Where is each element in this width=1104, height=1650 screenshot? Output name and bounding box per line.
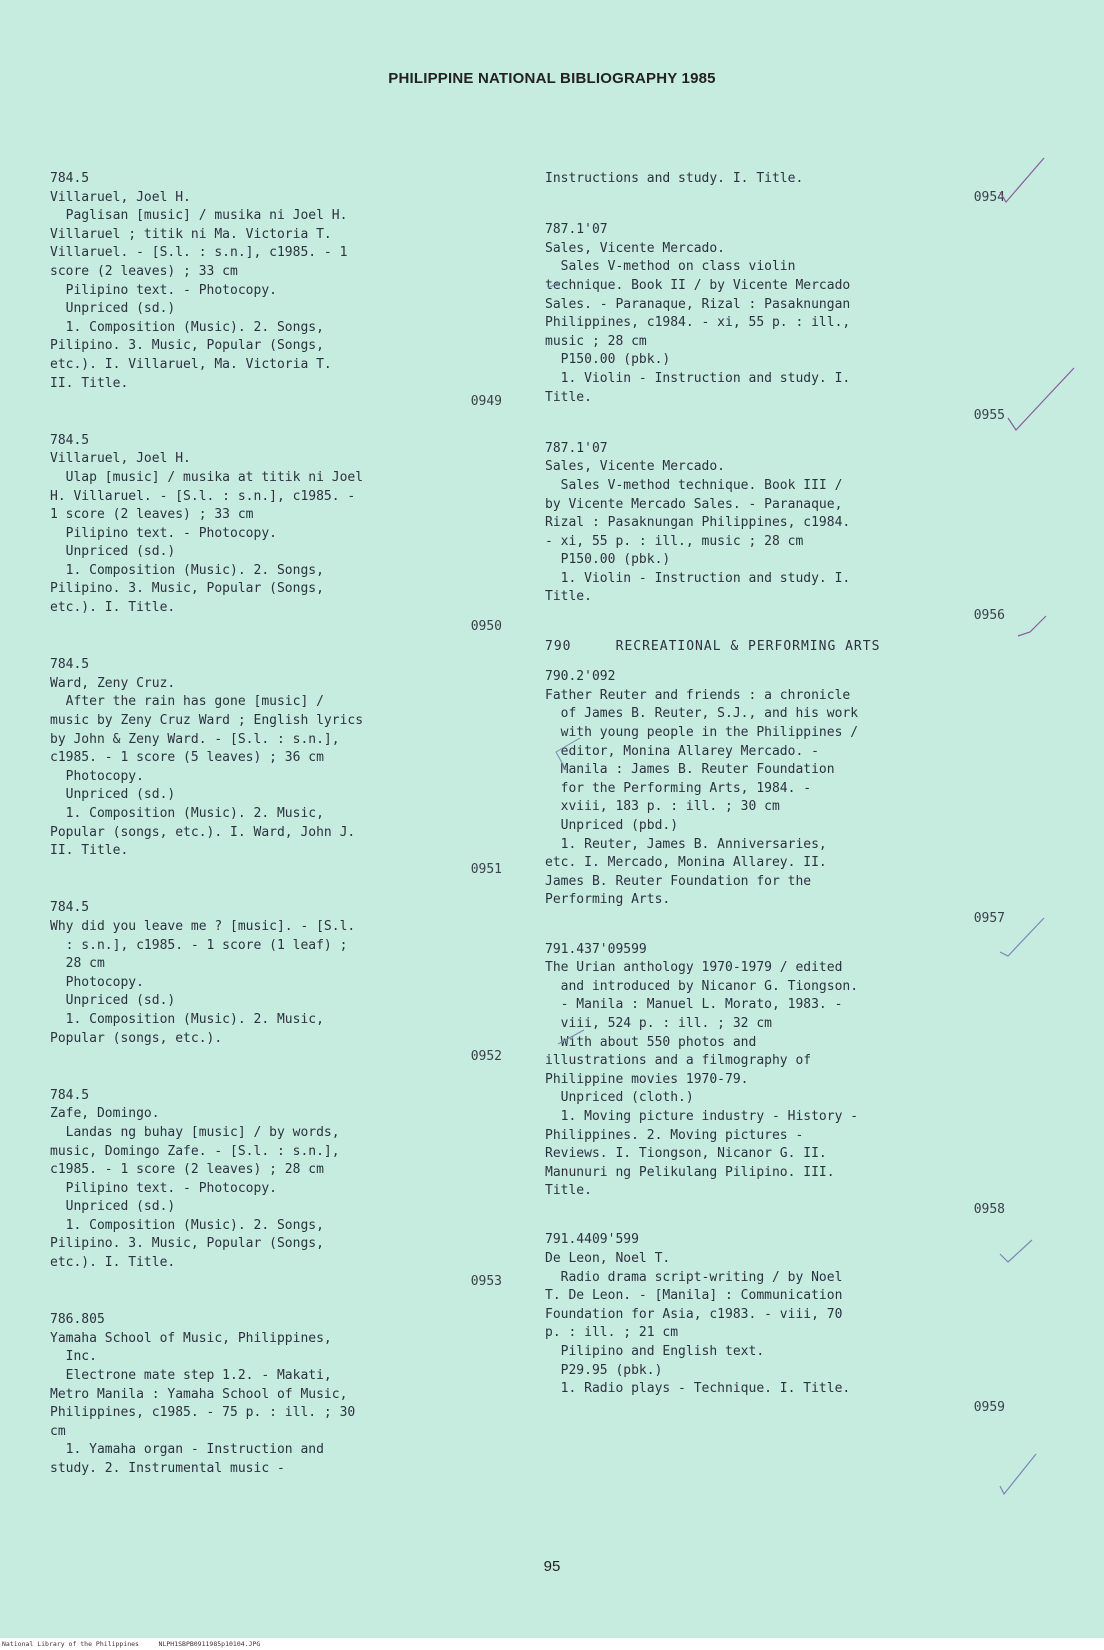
entry-line: study. 2. Instrumental music -	[50, 1461, 285, 1476]
entry-line: P150.00 (pbk.)	[545, 352, 671, 368]
class-number: 784.5	[50, 657, 90, 673]
entry-line: Manila : James B. Reuter Foundation	[545, 762, 835, 778]
entry-line: etc.). I. Villaruel, Ma. Victoria T.	[50, 356, 332, 372]
entry-line: Metro Manila : Yamaha School of Music,	[50, 1386, 348, 1402]
entry-line: Pilipino. 3. Music, Popular (Songs,	[50, 581, 324, 597]
entry-line: Radio drama script-writing / by Noel	[545, 1269, 843, 1285]
entry-line: 1. Composition (Music). 2. Songs,	[50, 562, 324, 578]
bib-entry-0958	[545, 941, 1005, 1220]
entry-line: P29.95 (pbk.)	[545, 1362, 663, 1378]
entry-line: Zafe, Domingo.	[50, 1106, 160, 1122]
entry-number: 0956	[973, 608, 1005, 624]
bib-entry-0957	[545, 668, 1005, 928]
entry-line: Father Reuter and friends : a chronicle	[545, 687, 851, 703]
entry-line: etc. I. Mercado, Monina Allarey. II.	[545, 855, 827, 871]
entry-number: 0954	[973, 189, 1005, 205]
entry-line: 1. Composition (Music). 2. Songs,	[50, 1217, 324, 1233]
class-number: 791.4409'599	[545, 1232, 639, 1248]
entry-line: viii, 524 p. : ill. ; 32 cm	[545, 1015, 772, 1031]
entry-number: 0950	[470, 618, 502, 634]
entry-line: Villaruel, Joel H.	[50, 189, 191, 205]
check-mark-0956	[1018, 616, 1046, 636]
entry-line: T. De Leon. - [Manila] : Communication	[545, 1288, 843, 1304]
entry-line: 1. Yamaha organ - Instruction and	[50, 1442, 324, 1458]
left-column	[50, 170, 502, 1479]
entry-line: Unpriced (sd.)	[50, 301, 176, 317]
entry-line: Philippines, c1985. - 75 p. : ill. ; 30	[50, 1405, 356, 1421]
class-number: 784.5	[50, 900, 90, 916]
entry-line: H. Villaruel. - [S.l. : s.n.], c1985. -	[50, 488, 356, 504]
entry-line: Sales. - Paranaque, Rizal : Pasaknungan	[545, 296, 851, 312]
entry-line: of James B. Reuter, S.J., and his work	[545, 706, 859, 722]
entry-line: music, Domingo Zafe. - [S.l. : s.n.],	[50, 1143, 340, 1159]
entry-number: 0955	[973, 408, 1005, 424]
entry-line: Pilipino text. - Photocopy.	[50, 525, 277, 541]
entry-line: for the Performing Arts, 1984. -	[545, 780, 812, 796]
entry-line: II. Title.	[50, 843, 129, 859]
bib-entry-0952	[50, 899, 502, 1066]
class-number: 784.5	[50, 1087, 90, 1103]
entry-line: c1985. - 1 score (2 leaves) ; 28 cm	[50, 1162, 324, 1178]
entry-line: Philippines, c1984. - xi, 55 p. : ill.,	[545, 315, 851, 331]
entry-line: Pilipino text. - Photocopy.	[50, 1180, 277, 1196]
bib-entry-0956	[545, 440, 1005, 626]
entry-line: With about 550 photos and	[545, 1034, 757, 1050]
entry-number: 0949	[470, 394, 502, 410]
entry-line: Foundation for Asia, c1983. - viii, 70	[545, 1306, 843, 1322]
entry-line: 1. Violin - Instruction and study. I.	[545, 370, 851, 386]
entry-line: by Vicente Mercado Sales. - Paranaque,	[545, 496, 843, 512]
bib-entry-0949	[50, 170, 502, 412]
entry-line: and introduced by Nicanor G. Tiongson.	[545, 978, 859, 994]
entry-line: Pilipino text. - Photocopy.	[50, 282, 277, 298]
entry-line: Unpriced (sd.)	[50, 544, 176, 560]
entry-line: Electrone mate step 1.2. - Makati,	[50, 1368, 332, 1384]
entry-number: 0951	[470, 861, 502, 877]
entry-line: James B. Reuter Foundation for the	[545, 873, 812, 889]
entry-line: Photocopy.	[50, 768, 144, 784]
entry-line: After the rain has gone [music] /	[50, 694, 324, 710]
entry-line: Instructions and study. I. Title.	[545, 171, 804, 186]
entry-line: Pilipino. 3. Music, Popular (Songs,	[50, 1236, 324, 1252]
entry-line: Villaruel. - [S.l. : s.n.], c1985. - 1	[50, 245, 348, 261]
entry-line: Title.	[545, 1183, 592, 1199]
entry-line: 1. Composition (Music). 2. Songs,	[50, 319, 324, 335]
entry-line: Paglisan [music] / musika ni Joel H.	[50, 208, 348, 224]
entry-line: Reviews. I. Tiongson, Nicanor G. II.	[545, 1146, 827, 1162]
entry-line: Landas ng buhay [music] / by words,	[50, 1124, 340, 1140]
entry-line: with young people in the Philippines /	[545, 725, 859, 741]
entry-line: - xi, 55 p. : ill., music ; 28 cm	[545, 533, 804, 549]
entry-line: Unpriced (sd.)	[50, 1199, 176, 1215]
entry-line: by John & Zeny Ward. - [S.l. : s.n.],	[50, 731, 340, 747]
entry-line: cm	[50, 1423, 66, 1439]
entry-number: 0952	[470, 1049, 502, 1065]
entry-line: Unpriced (sd.)	[50, 993, 176, 1009]
entry-line: Sales, Vicente Mercado.	[545, 240, 726, 256]
entry-line: Inc.	[50, 1349, 97, 1365]
entry-line: Sales V-method on class violin	[545, 259, 796, 275]
entry-line: Pilipino. 3. Music, Popular (Songs,	[50, 338, 324, 354]
entry-line: Sales V-method technique. Book III /	[545, 477, 843, 493]
class-number: 784.5	[50, 432, 90, 448]
entry-number: 0958	[973, 1201, 1005, 1217]
entry-line: illustrations and a filmography of	[545, 1053, 812, 1069]
entry-line: Sales, Vicente Mercado.	[545, 459, 726, 475]
entry-line: music by Zeny Cruz Ward ; English lyrics	[50, 713, 364, 729]
check-mark-0957	[1000, 918, 1044, 956]
bib-entry-0950	[50, 432, 502, 637]
entry-line: Rizal : Pasaknungan Philippines, c1984.	[545, 515, 851, 531]
entry-line: 1. Composition (Music). 2. Music,	[50, 806, 324, 821]
bib-entry-0953	[50, 1087, 502, 1292]
entry-line: 1. Reuter, James B. Anniversaries,	[545, 836, 827, 852]
class-number: 790.2'092	[545, 669, 616, 685]
entry-line: Title.	[545, 589, 592, 605]
entry-line: 1. Radio plays - Technique. I. Title.	[545, 1381, 851, 1397]
entry-line: Philippine movies 1970-79.	[545, 1071, 749, 1087]
entry-line: Ulap [music] / musika at titik ni Joel	[50, 469, 364, 485]
entry-number: 0957	[973, 910, 1005, 926]
entry-number: 0959	[973, 1399, 1005, 1415]
entry-line: Why did you leave me ? [music]. - [S.l.	[50, 918, 356, 934]
entry-line: : s.n.], c1985. - 1 score (1 leaf) ;	[50, 937, 348, 953]
entry-line: editor, Monina Allarey Mercado. -	[545, 743, 819, 759]
page-header: PHILIPPINE NATIONAL BIBLIOGRAPHY 1985	[388, 70, 716, 87]
right-column	[545, 170, 1005, 1417]
entry-line: Manunuri ng Pelikulang Pilipino. III.	[545, 1164, 835, 1180]
footer-library: National Library of the Philippines	[2, 1640, 139, 1648]
entry-line: Villaruel ; titik ni Ma. Victoria T.	[50, 226, 332, 242]
class-number: 791.437'09599	[545, 941, 647, 957]
entry-line: - Manila : Manuel L. Morato, 1983. -	[545, 997, 843, 1013]
entry-line: xviii, 183 p. : ill. ; 30 cm	[545, 799, 780, 815]
bib-entry-0951	[50, 656, 502, 879]
entry-line: Unpriced (sd.)	[50, 787, 176, 803]
entry-line: Pilipino and English text.	[545, 1344, 765, 1360]
class-number: 787.1'07	[545, 222, 608, 238]
entry-number: 0953	[470, 1273, 502, 1289]
entry-line: Philippines. 2. Moving pictures -	[545, 1127, 804, 1143]
entry-line: II. Title.	[50, 375, 129, 391]
footer-file-id: NLPH1SBPB0911985p10104.JPG	[158, 1640, 261, 1648]
entry-line: 1 score (2 leaves) ; 33 cm	[50, 507, 254, 523]
entry-line: Popular (songs, etc.).	[50, 1030, 223, 1046]
entry-line: Performing Arts.	[545, 892, 671, 908]
entry-line: Ward, Zeny Cruz.	[50, 675, 176, 691]
entry-line: Villaruel, Joel H.	[50, 451, 191, 467]
bib-entry-0955	[545, 221, 1005, 426]
class-number: 787.1'07	[545, 440, 608, 456]
class-number: 786.805	[50, 1312, 105, 1328]
entry-line: p. : ill. ; 21 cm	[545, 1325, 679, 1341]
entry-line: score (2 leaves) ; 33 cm	[50, 263, 238, 279]
entry-line: 1. Composition (Music). 2. Music,	[50, 1011, 324, 1027]
entry-line: Unpriced (cloth.)	[545, 1090, 694, 1106]
entry-line: Title.	[545, 389, 592, 405]
entry-line: etc.). I. Title.	[50, 600, 176, 616]
entry-line: technique. Book II / by Vicente Mercado	[545, 277, 851, 293]
scan-footer	[0, 1638, 1104, 1650]
check-mark-0959	[1000, 1454, 1036, 1494]
class-number: 784.5	[50, 171, 90, 186]
bib-entry-0954-start	[50, 1311, 502, 1478]
entry-line: Yamaha School of Music, Philippines,	[50, 1330, 332, 1346]
check-mark-0954	[1000, 158, 1044, 202]
bib-entry-0959	[545, 1231, 1005, 1417]
page-number: 95	[543, 1558, 561, 1575]
entry-line: Unpriced (pbd.)	[545, 818, 679, 833]
entry-line: The Urian anthology 1970-1979 / edited	[545, 960, 843, 976]
entry-line: P150.00 (pbk.)	[545, 552, 671, 568]
entry-line: music ; 28 cm	[545, 333, 647, 349]
entry-line: Photocopy.	[50, 974, 144, 990]
entry-line: De Leon, Noel T.	[545, 1251, 671, 1267]
entry-line: etc.). I. Title.	[50, 1255, 176, 1271]
bib-entry-0954-end	[545, 170, 1005, 207]
entry-line: 1. Moving picture industry - History -	[545, 1108, 859, 1124]
entry-line: Popular (songs, etc.). I. Ward, John J.	[50, 824, 356, 840]
entry-line: 28 cm	[50, 956, 105, 972]
section-heading: 790 RECREATIONAL & PERFORMING ARTS	[545, 638, 881, 654]
check-mark-0955	[1008, 368, 1074, 430]
entry-line: 1. Violin - Instruction and study. I.	[545, 570, 851, 586]
entry-line: c1985. - 1 score (5 leaves) ; 36 cm	[50, 750, 324, 766]
